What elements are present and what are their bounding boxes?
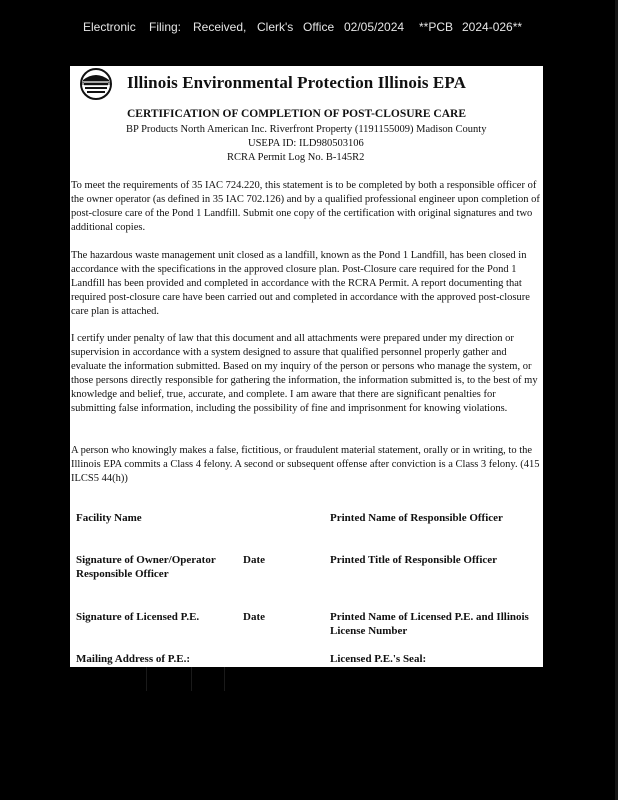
paragraph-closure: The hazardous waste management unit closed as a landfill, known as the Pond 1 Landfill, has been closed in accordance with the specifications in the approved closure plan. Post-Closure care required for the Pond 1 Landfill has been provided and completed in accordance with the RCRA Permit. A report documenting that required post-closure care have been carried out and completed in accordance with the approved post-closure care plan is attached. [71,250,530,317]
printed-name-officer-label: Printed Name of Responsible Officer [330,512,503,524]
header-filing: Filing: [149,20,182,34]
paragraph-requirements: To meet the requirements of 35 IAC 724.220, this statement is to be completed by both a responsible officer of the owner operator (as defined in 35 IAC 702.126) and by a qualified professional engineer upon completion of post-closure care of the Pond 1 Landfill. Submit one copy of the certification with original signatures and two additional copies. [71,180,540,233]
printed-title-officer-label: Printed Title of Responsible Officer [330,554,498,566]
document-page [70,66,543,667]
rcra-permit: RCRA Permit Log No. B-145R2 [227,152,365,163]
signature-pe-label: Signature of Licensed P.E. [76,611,200,623]
printed-name-pe-label: Printed Name of Licensed P.E. and Illinois License Number [330,611,529,637]
date-label-1: Date [243,554,265,566]
date-label-2: Date [243,611,265,623]
signature-owner-label: Signature of Owner/Operator Responsible Officer [76,554,216,580]
header-date: 02/05/2024 [344,20,405,34]
mailing-address-label: Mailing Address of P.E.: [76,653,190,665]
header-office: Office [303,20,335,34]
paragraph-felony: A person who knowingly makes a false, fictitious, or fraudulent material statement, orally or in writing, to the Illinois EPA commits a Class 4 felony. A second or subsequent offense after conviction is a Class 3 felony. (415 ILCS5 44(h)) [71,445,540,484]
facility-line: BP Products North American Inc. Riverfront Property (1191155009) Madison County [126,124,487,135]
header-received: Received, [193,20,247,34]
agency-title: Illinois Environmental Protection Illinois EPA [127,73,466,92]
header-electronic: Electronic [83,20,136,34]
usepa-id: USEPA ID: ILD980503106 [248,138,364,149]
header-clerks: Clerk's [257,20,294,34]
scan-mark [224,667,225,691]
scan-mark [146,667,147,691]
pe-seal-label: Licensed P.E.'s Seal: [330,653,427,665]
scan-mark [191,667,192,691]
facility-name-label: Facility Name [76,512,142,524]
illinois-epa-logo-icon [80,68,112,100]
header-case-number: 2024-026** [462,20,523,34]
certification-title: CERTIFICATION OF COMPLETION OF POST-CLOSURE CARE [127,108,466,120]
paragraph-certify: I certify under penalty of law that this document and all attachments were prepared under my direction or supervision in accordance with a system designed to assure that qualified personnel properly gather and evaluate the information submitted. Based on my inquiry of the person or persons who manage the system, or those persons directly responsible for gathering the information, the information submitted is, to the best of my knowledge and belief, true, accurate, and complete. I am aware that there are significant penalties for submitting false information, including the possibility of fine and imprisonment for knowing violations. [71,333,538,414]
header-pcb: **PCB [419,20,454,34]
